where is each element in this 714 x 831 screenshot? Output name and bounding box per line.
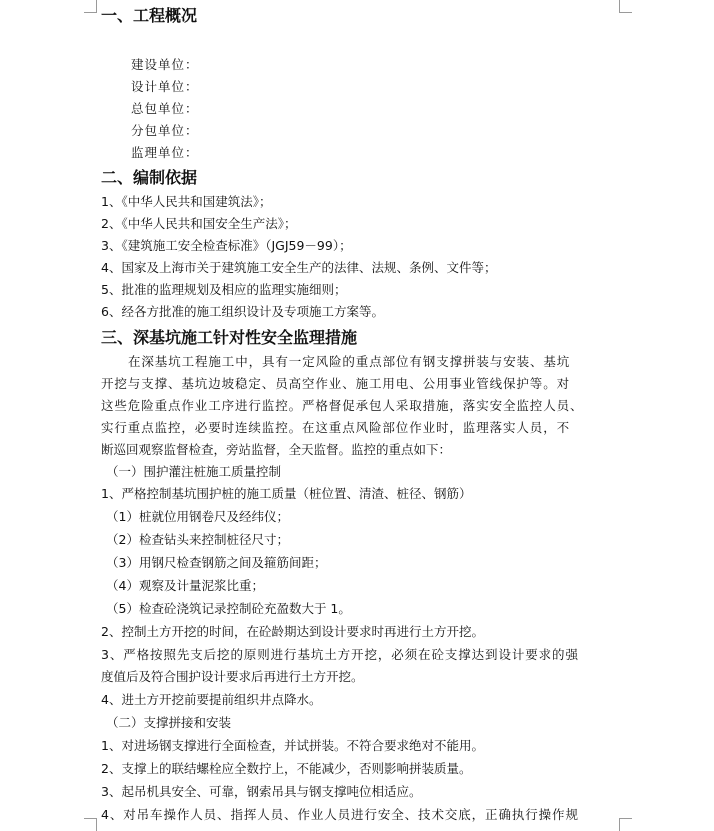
list-item: 3、起吊机具安全、可靠，钢索吊具与钢支撑吨位相适应。: [101, 784, 422, 799]
page-corner-mark: [84, 818, 97, 831]
section-heading-overview: 一、工程概况: [101, 6, 198, 25]
list-item: 3、严格按照先支后挖的原则进行基坑土方开挖，必须在砼支撑达到设计要求的强: [101, 647, 579, 662]
list-item-continuation: 度值后及符合围护设计要求后再进行土方开挖。: [101, 669, 364, 684]
field-supervision-unit: 监理单位：: [131, 145, 199, 160]
page-corner-mark: [84, 0, 97, 13]
list-item: 4、进土方开挖前要提前组织井点降水。: [101, 692, 322, 707]
basis-item: 2、《中华人民共和国安全生产法》；: [101, 216, 297, 231]
list-item: 1、严格控制基坑围护桩的施工质量（桩位置、清渣、桩径、钢筋）: [101, 486, 472, 501]
intro-line: 开挖与支撑、基坑边坡稳定、员高空作业、施工用电、公用事业管线保护等。对: [101, 376, 571, 391]
sub-list-item: （4）观察及计量泥浆比重；: [106, 578, 264, 593]
section-heading-measures: 三、深基坑施工针对性安全监理措施: [101, 328, 358, 347]
sub-list-item: （5）检查砼浇筑记录控制砼充盈数大于 1。: [106, 601, 351, 616]
field-construction-unit: 建设单位：: [131, 57, 199, 72]
basis-item: 1、《中华人民共和国建筑法》；: [101, 194, 272, 209]
basis-item: 3、《建筑施工安全检查标准》（JGJ59－99）；: [101, 238, 352, 253]
field-subcontractor: 分包单位：: [131, 123, 199, 138]
basis-item: 5、批准的监理规划及相应的监理实施细则；: [101, 282, 347, 297]
subsection-title-bracing: （二）支撑拼接和安装: [106, 715, 232, 730]
page-corner-mark: [619, 0, 632, 13]
sub-list-item: （3）用钢尺检查钢筋之间及箍筋间距；: [106, 555, 327, 570]
list-item: 2、控制土方开挖的时间，在砼龄期达到设计要求时再进行土方开挖。: [101, 624, 484, 639]
intro-line: 这些危险重点作业工序进行监控。严格督促承包人采取措施，落实安全监控人员、: [101, 398, 584, 413]
intro-line: 在深基坑工程施工中，具有一定风险的重点部位有钢支撑拼装与安装、基坑: [128, 354, 571, 369]
intro-line: 断巡回观察监督检查，旁站监督，全天监督。监控的重点如下：: [101, 442, 452, 457]
list-item: 1、对进场钢支撑进行全面检查，并试拼装。不符合要求绝对不能用。: [101, 738, 484, 753]
field-general-contractor: 总包单位：: [131, 101, 199, 116]
section-heading-basis: 二、编制依据: [101, 168, 198, 187]
field-design-unit: 设计单位：: [131, 79, 199, 94]
page-corner-mark: [619, 818, 632, 831]
basis-item: 4、国家及上海市关于建筑施工安全生产的法律、法规、条例、文件等；: [101, 260, 497, 275]
intro-line: 实行重点监控，必要时连续监控。在这重点风险部位作业时，监理落实人员，不: [101, 420, 571, 435]
list-item: 4、对吊车操作人员、指挥人员、作业人员进行安全、技术交底，正确执行操作规: [101, 807, 579, 822]
sub-list-item: （1）桩就位用钢卷尺及经纬仪；: [106, 509, 289, 524]
basis-item: 6、经各方批准的施工组织设计及专项施工方案等。: [101, 304, 384, 319]
sub-list-item: （2）检查钻头来控制桩径尺寸；: [106, 532, 289, 547]
list-item: 2、支撑上的联结螺栓应全数拧上，不能减少，否则影响拼装质量。: [101, 761, 472, 776]
subsection-title-pile-control: （一）围护灌注桩施工质量控制: [106, 464, 282, 479]
